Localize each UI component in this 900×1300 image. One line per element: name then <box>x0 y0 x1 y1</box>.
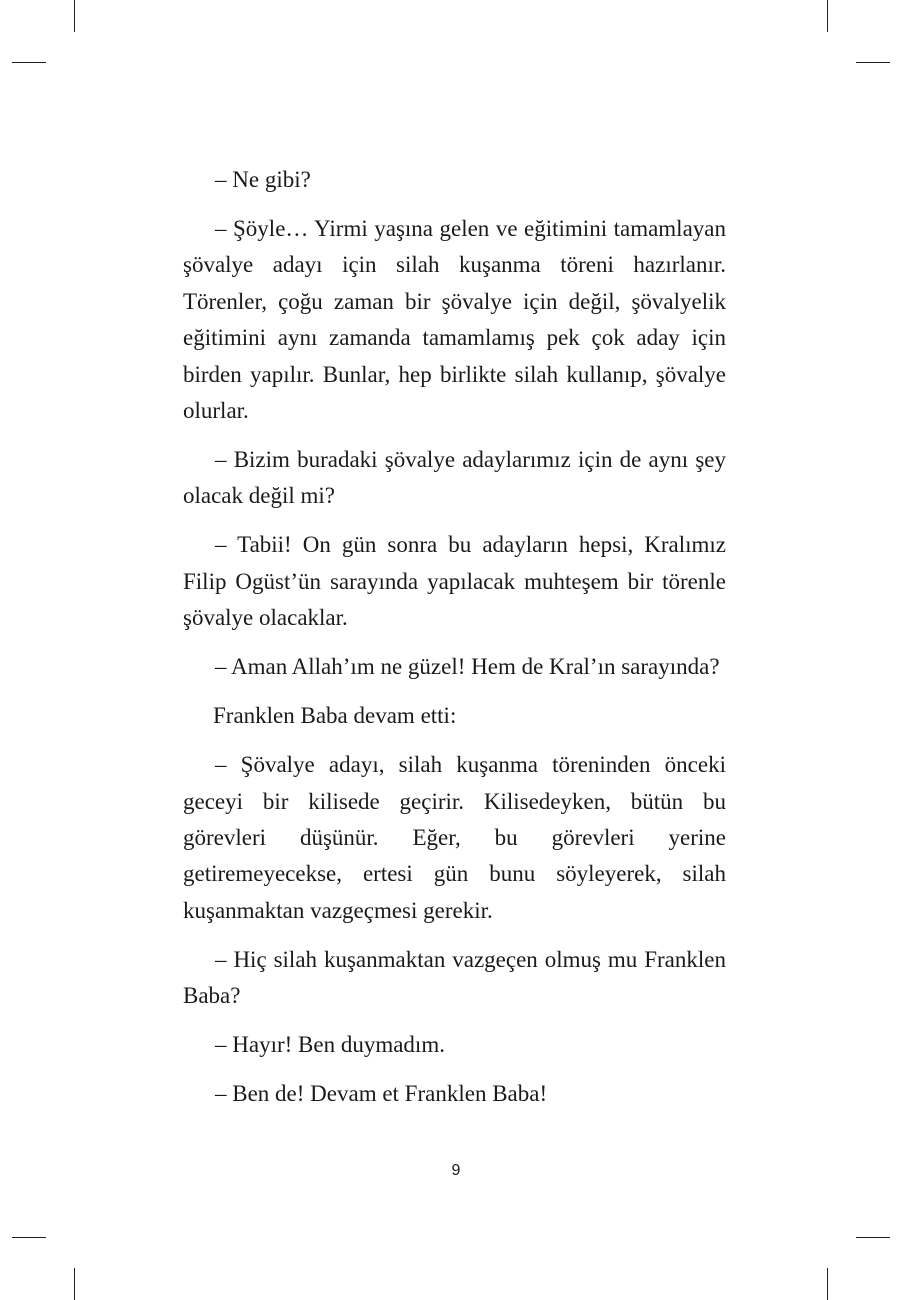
paragraph-3: – Bizim buradaki şövalye adaylarımız için de aynı şey olacak değil mi? <box>183 447 726 509</box>
body-text <box>183 162 726 1125</box>
crop-mark-bottom-left-vertical <box>74 1268 75 1300</box>
crop-mark-bottom-left-horizontal <box>12 1237 46 1238</box>
crop-mark-bottom-right-vertical <box>827 1268 828 1300</box>
paragraph-5: – Aman Allah’ım ne güzel! Hem de Kral’ın sarayında? <box>215 654 720 680</box>
paragraph-1: – Ne gibi? <box>215 167 311 192</box>
crop-mark-top-left-horizontal <box>12 62 46 63</box>
page-number: 9 <box>451 1162 461 1179</box>
crop-mark-top-right-vertical <box>827 0 828 32</box>
crop-mark-top-right-horizontal <box>856 62 890 63</box>
paragraph-7: – Şövalye adayı, silah kuşanma töreninden önceki geceyi bir kilisede geçirir. Kilisedeyken, bütün bu görevleri düşünür. Eğer, bu görevleri yerine getiremeyecekse, ertesi gün bunu söyleyerek, silah kuşanmaktan vazgeçmesi gerekir. <box>183 752 726 923</box>
crop-mark-bottom-right-horizontal <box>856 1237 890 1238</box>
paragraph-2: – Şöyle… Yirmi yaşına gelen ve eğitimini tamamlayan şövalye adayı için silah kuşanma töreni hazırlanır. Törenler, çoğu zaman bir şövalye için değil, şövalyelik eğitimini aynı zamanda tamamlamış pek çok aday için birden yapılır. Bunlar, hep birlikte silah kullanıp, şövalye olurlar. <box>183 216 726 424</box>
crop-mark-top-left-vertical <box>74 0 75 32</box>
paragraph-4: – Tabii! On gün sonra bu adayların hepsi, Kralımız Filip Ogüst’ün sarayında yapılacak muhteşem bir törenle şövalye olacaklar. <box>183 532 726 631</box>
paragraph-8: – Hiç silah kuşanmaktan vazgeçen olmuş mu Franklen Baba? <box>183 946 726 1009</box>
paragraph-10: – Ben de! Devam et Franklen Baba! <box>215 1081 548 1107</box>
paragraph-6: Franklen Baba devam etti: <box>213 703 457 729</box>
paragraph-9: – Hayır! Ben duymadım. <box>215 1032 445 1058</box>
